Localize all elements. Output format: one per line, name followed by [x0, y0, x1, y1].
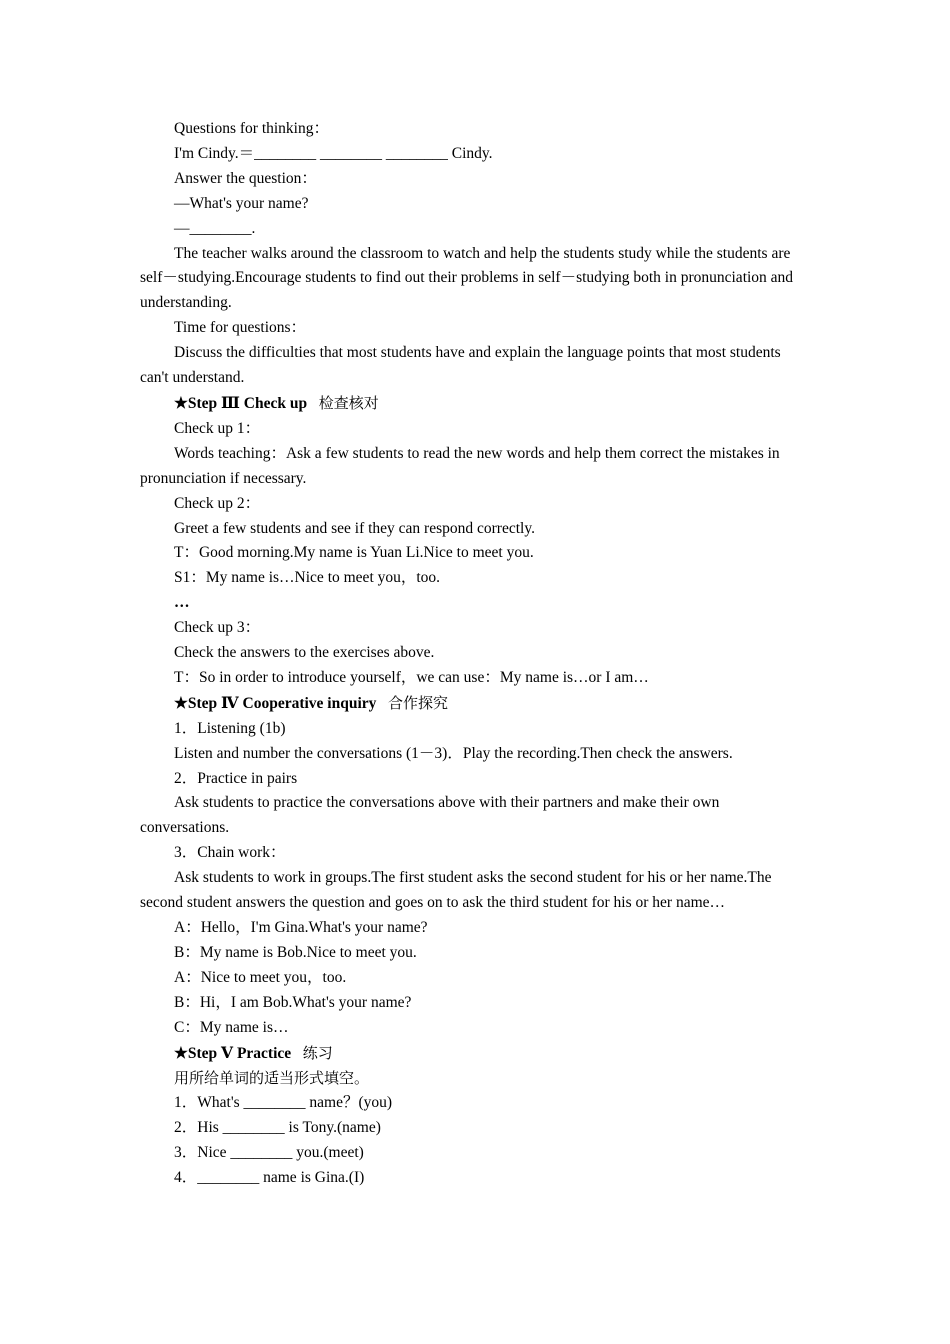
check-up-2-label: Check up 2： [174, 494, 261, 512]
step4-heading-en: ★Step Ⅳ Cooperative inquiry [174, 694, 377, 712]
listening-text: Listen and number the conversations (1－3)．Play the recording.Then check the answers. [174, 744, 733, 762]
question-line: I'm Cindy.＝________ ________ ________ Cindy. [174, 144, 493, 162]
time-for-questions-label: Time for questions： [174, 319, 307, 337]
dialogue-line: B：Hi，I am Bob.What's your name? [174, 993, 412, 1011]
document-page [140, 117, 808, 1191]
dialogue-line: A：Hello，I'm Gina.What's your name? [174, 919, 428, 936]
reply-line: —________. [174, 219, 256, 237]
step5-heading-en: ★Step Ⅴ Practice [174, 1044, 292, 1062]
exercise-item: 1．What's ________ name？(you) [174, 1094, 393, 1112]
practice-pairs-label: 2．Practice in pairs [174, 769, 298, 787]
check-up-2-text: Greet a few students and see if they can respond correctly. [174, 519, 535, 537]
student-line: S1：My name is…Nice to meet you，too. [174, 569, 441, 587]
questions-label: Questions for thinking： [174, 120, 329, 137]
step3-heading [140, 391, 808, 417]
check-up-3-teacher-line: T：So in order to introduce yourself，we can use：My name is…or I am… [174, 668, 649, 686]
ask-line: —What's your name? [174, 194, 309, 212]
step3-heading-cn: 检查核对 [318, 393, 379, 412]
step4-heading-cn: 合作探究 [388, 693, 449, 712]
check-up-3-text: Check the answers to the exercises above. [174, 644, 435, 662]
step4-heading [140, 691, 808, 717]
dialogue-line: A：Nice to meet you，too. [174, 968, 347, 986]
check-up-1-text: Words teaching：Ask a few students to read the new words and help them correct the mistakes in pronunciation if necessary. [140, 444, 780, 487]
chain-work-label: 3．Chain work： [174, 844, 286, 862]
self-study-paragraph: The teacher walks around the classroom to watch and help the students study while the students are self－studying.Encourage students to find out their problems in self－studying both in pronunciation and understanding. [140, 244, 794, 312]
exercise-item: 3．Nice ________ you.(meet) [174, 1144, 364, 1162]
practice-instruction: 用所给单词的适当形式填空。 [174, 1069, 370, 1088]
step5-heading-cn: 练习 [302, 1043, 333, 1062]
dialogue-line: B：My name is Bob.Nice to meet you. [174, 943, 417, 961]
ellipsis-line: … [174, 594, 190, 612]
listening-label: 1．Listening (1b) [174, 719, 286, 737]
exercise-item: 2．His ________ is Tony.(name) [174, 1119, 381, 1137]
check-up-3-label: Check up 3： [174, 619, 261, 637]
exercise-item: 4．________ name is Gina.(I) [174, 1169, 365, 1187]
discuss-paragraph: Discuss the difficulties that most students have and explain the language points that most students can't understand. [140, 344, 781, 387]
dialogue-line: C：My name is… [174, 1018, 289, 1036]
chain-work-text: Ask students to work in groups.The first student asks the second student for his or her name.The second student answers the question and goes on to ask the third student for his or her name… [140, 869, 772, 912]
practice-pairs-text: Ask students to practice the conversations above with their partners and make their own conversations. [140, 794, 720, 837]
teacher-line: T：Good morning.My name is Yuan Li.Nice to meet you. [174, 544, 534, 562]
check-up-1-label: Check up 1： [174, 419, 261, 437]
answer-label: Answer the question： [174, 169, 317, 187]
step5-heading [140, 1041, 808, 1067]
step3-heading-en: ★Step Ⅲ Check up [174, 394, 308, 412]
